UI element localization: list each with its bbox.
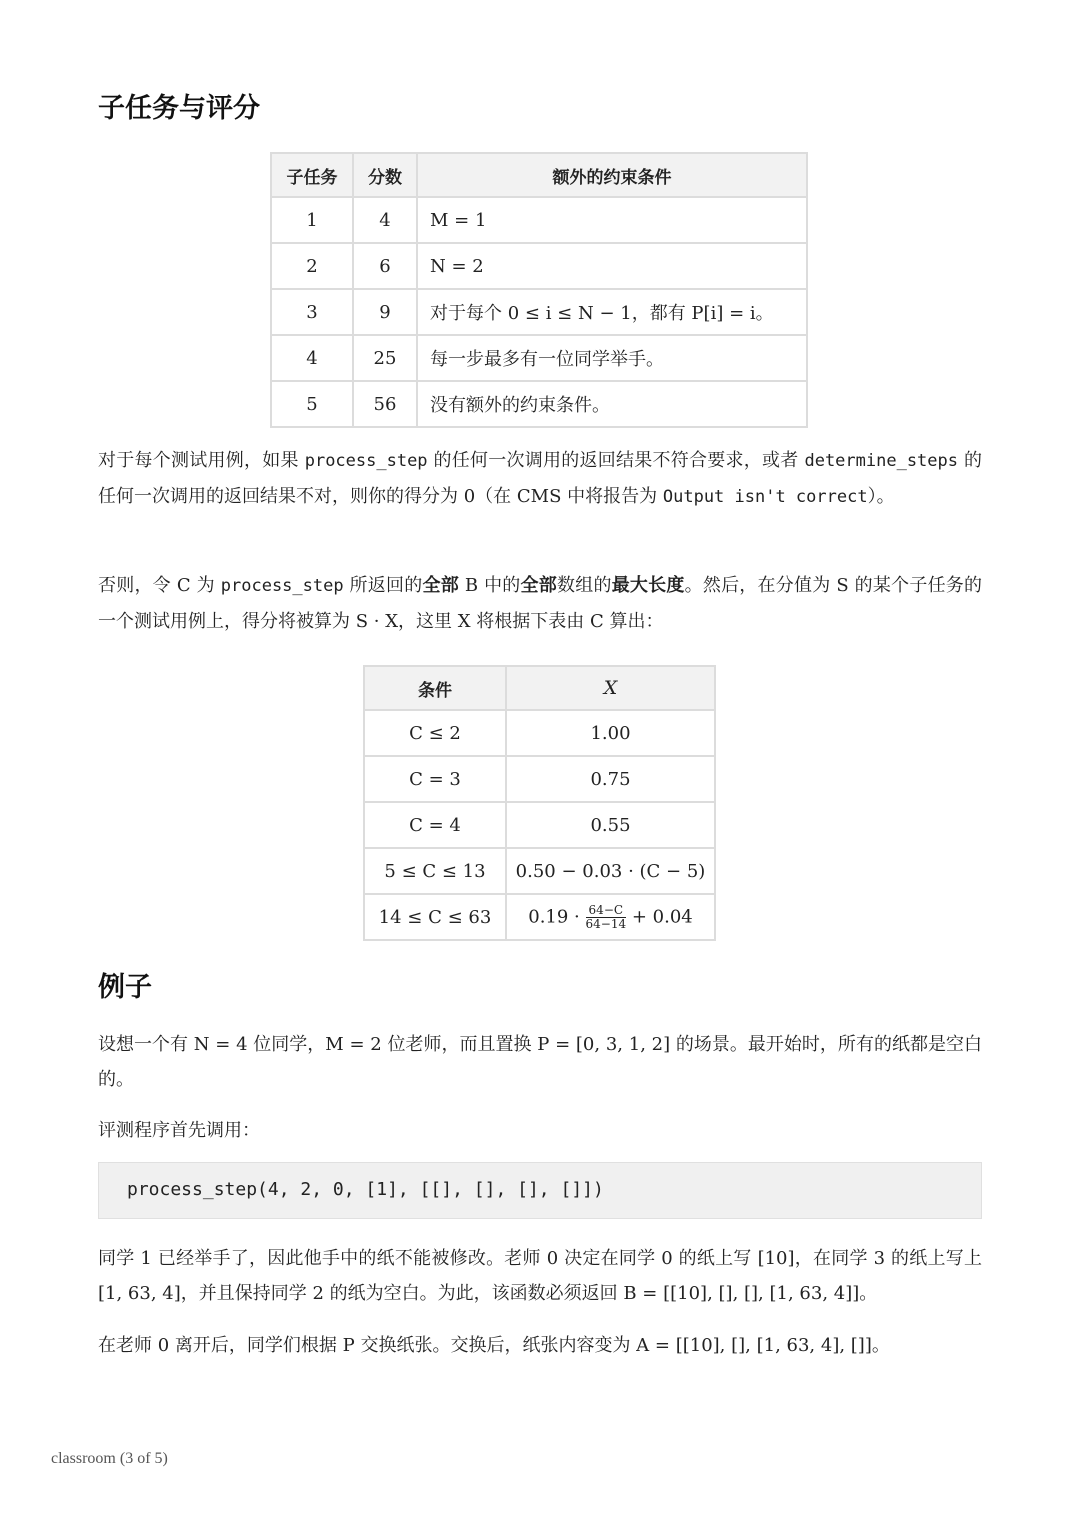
subtask-constraint: 每一步最多有一位同学举手。 — [417, 335, 807, 381]
table-row — [271, 289, 807, 335]
scoring-paragraph-2: 否则，令 C 为 process_step 所返回的全部 B 中的全部数组的最大长度。然后，在分值为 S 的某个子任务的一个测试用例上，得分将被算为 S · X，这里 X 将根据下表由 C 算出： — [98, 575, 983, 632]
table-row — [364, 894, 715, 940]
table-row — [364, 756, 715, 802]
x-value-cell: 1.00 — [506, 710, 715, 756]
subtask-score: 4 — [353, 197, 417, 243]
table-row — [271, 381, 807, 427]
example-paragraph-3: 同学 1 已经举手了，因此他手中的纸不能被修改。老师 0 决定在同学 0 的纸上写 [10]，在同学 3 的纸上写上 [1, 63, 4]，并且保持同学 2 的纸为空白。为此，该函数必须返回 B = [[10], [], [], [1, 63, 4]]。 — [98, 1248, 982, 1304]
score-table — [363, 665, 716, 941]
table-header: 子任务 — [271, 153, 353, 197]
condition-cell: C = 3 — [364, 756, 506, 802]
code-process-step: process_step — [304, 451, 428, 471]
subtask-score: 9 — [353, 289, 417, 335]
table-row — [271, 243, 807, 289]
subtask-id: 4 — [271, 335, 353, 381]
subtask-constraint: 对于每个 0 ≤ i ≤ N − 1，都有 P[i] = i。 — [417, 289, 807, 335]
table-header: 额外的约束条件 — [417, 153, 807, 197]
code-line: process_step(4, 2, 0, [1], [[], [], [], []]) — [127, 1179, 604, 1200]
code-output-message: Output isn't correct — [662, 487, 868, 507]
table-header: 分数 — [353, 153, 417, 197]
code-block — [98, 1162, 982, 1219]
subtask-constraint: 没有额外的约束条件。 — [417, 381, 807, 427]
example-heading: 例子 — [98, 972, 152, 1003]
x-value-cell: 0.55 — [506, 802, 715, 848]
page-footer: classroom (3 of 5) — [51, 1450, 168, 1467]
code-determine-steps: determine_steps — [804, 451, 958, 471]
example-paragraph-4: 在老师 0 离开后，同学们根据 P 交换纸张。交换后，纸张内容变为 A = [[10], [], [1, 63, 4], []]。 — [98, 1335, 890, 1356]
example-paragraph-1: 设想一个有 N = 4 位同学，M = 2 位老师，而且置换 P = [0, 3, 1, 2] 的场景。最开始时，所有的纸都是空白的。 — [98, 1034, 982, 1090]
x-value-cell: 0.19 · $\frac{64-C}{64-14}$ + 0.04 — [506, 894, 715, 940]
table-row — [271, 335, 807, 381]
subtask-score: 25 — [353, 335, 417, 381]
table-row — [364, 710, 715, 756]
subtask-score: 56 — [353, 381, 417, 427]
example-paragraph-2: 评测程序首先调用： — [98, 1120, 260, 1141]
fraction: $\frac{64-C}{64-14}$ — [585, 902, 627, 931]
condition-cell: C ≤ 2 — [364, 710, 506, 756]
condition-cell: 14 ≤ C ≤ 63 — [364, 894, 506, 940]
code-process-step: process_step — [220, 576, 344, 596]
subtask-constraint: N = 2 — [417, 243, 807, 289]
table-row — [271, 197, 807, 243]
subtask-score: 6 — [353, 243, 417, 289]
subtask-constraint: M = 1 — [417, 197, 807, 243]
table-header: 条件 — [364, 666, 506, 710]
subtask-id: 2 — [271, 243, 353, 289]
condition-cell: C = 4 — [364, 802, 506, 848]
subtask-id: 1 — [271, 197, 353, 243]
subtask-id: 5 — [271, 381, 353, 427]
scoring-paragraph-1: 对于每个测试用例，如果 process_step 的任何一次调用的返回结果不符合要求，或者 determine_steps 的任何一次调用的返回结果不对，则你的得分为 0（在 CMS 中将报告为 Output isn't correct）。 — [98, 450, 982, 507]
table-row — [364, 848, 715, 894]
condition-cell: 5 ≤ C ≤ 13 — [364, 848, 506, 894]
subtask-id: 3 — [271, 289, 353, 335]
table-row — [364, 802, 715, 848]
x-value-cell: 0.75 — [506, 756, 715, 802]
subtask-table — [270, 152, 808, 428]
subtasks-heading: 子任务与评分 — [98, 93, 260, 124]
table-header: X — [506, 666, 715, 710]
x-value-cell: 0.50 − 0.03 · (C − 5) — [506, 848, 715, 894]
